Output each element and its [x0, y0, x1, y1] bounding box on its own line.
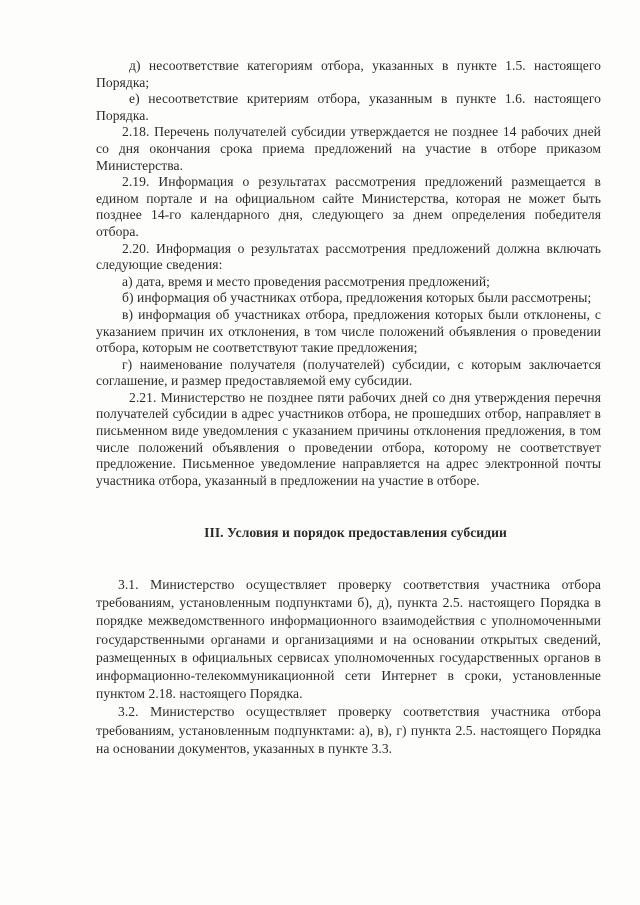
section-3-heading: III. Условия и порядок предоставления субсидии [204, 525, 507, 541]
paragraph-2-20-g: г) наименование получателя (получателей) субсидии, с которым заключается соглашение, и размер предоставляемой ему субсидии. [96, 356, 601, 389]
paragraph-2-17-d: д) несоответствие категориям отбора, указанных в пункте 1.5. настоящего Порядка; [96, 58, 601, 90]
paragraph-2-20-a: а) дата, время и место проведения рассмотрения предложений; [122, 273, 490, 289]
paragraph-3-2: 3.2. Министерство осуществляет проверку соответствия участника отбора требованиям, установленным подпунктами: а), в), г) пункта 2.5. настоящего Порядка на основании документов, указанных в пункте 3.3. [96, 704, 601, 756]
paragraph-2-20-v: в) информация об участниках отбора, предложения которых были отклонены, с указанием причин их отклонения, в том числе положений объявления о проведении отбора, которым не соответствуют такие предложения; [96, 306, 601, 356]
paragraph-2-21: 2.21. Министерство не позднее пяти рабочих дней со дня утверждения перечня получателей субсидии в адрес участников отбора, не прошедших отбор, направляет в письменном виде уведомления с указанием причины отклонения предложения, в том числе положений объявления о проведении отбора, которому не соответствует предложение. Письменное уведомление направляется на адрес электронной почты участника отбора, указанный в предложении на участие в отборе. [96, 389, 601, 488]
paragraph-2-20-b: б) информация об участниках отбора, предложения которых были рассмотрены; [122, 290, 592, 306]
paragraph-2-17-e: е) несоответствие критериям отбора, указанным в пункте 1.6. настоящего Порядка. [96, 91, 601, 123]
document-body [96, 58, 601, 758]
paragraph-3-1: 3.1. Министерство осуществляет проверку соответствия участника отбора требованиям, установленным подпунктами б), д), пункта 2.5. настоящего Порядка в порядке межведомственного информационного взаимодействия с уполномоченными государственными органами и организациями и на основании открытых сведений, размещенных в официальных сервисах уполномоченных государственных органов в информационно-телекоммуникационной сети Интернет в сроки, установленные пунктом 2.18. настоящего Порядка. [96, 577, 601, 702]
paragraph-2-18: 2.18. Перечень получателей субсидии утверждается не позднее 14 рабочих дней со дня окончания срока приема предложений на участие в отборе приказом Министерства. [96, 124, 601, 173]
paragraph-2-19: 2.19. Информация о результатах рассмотрения предложений размещается в едином портале и на официальном сайте Министерства, которая не может быть позднее 14-го календарного дня, следующего за днем определения победителя отбора. [96, 174, 601, 239]
paragraph-2-20: 2.20. Информация о результатах рассмотрения предложений должна включать следующие сведения: [96, 240, 601, 273]
